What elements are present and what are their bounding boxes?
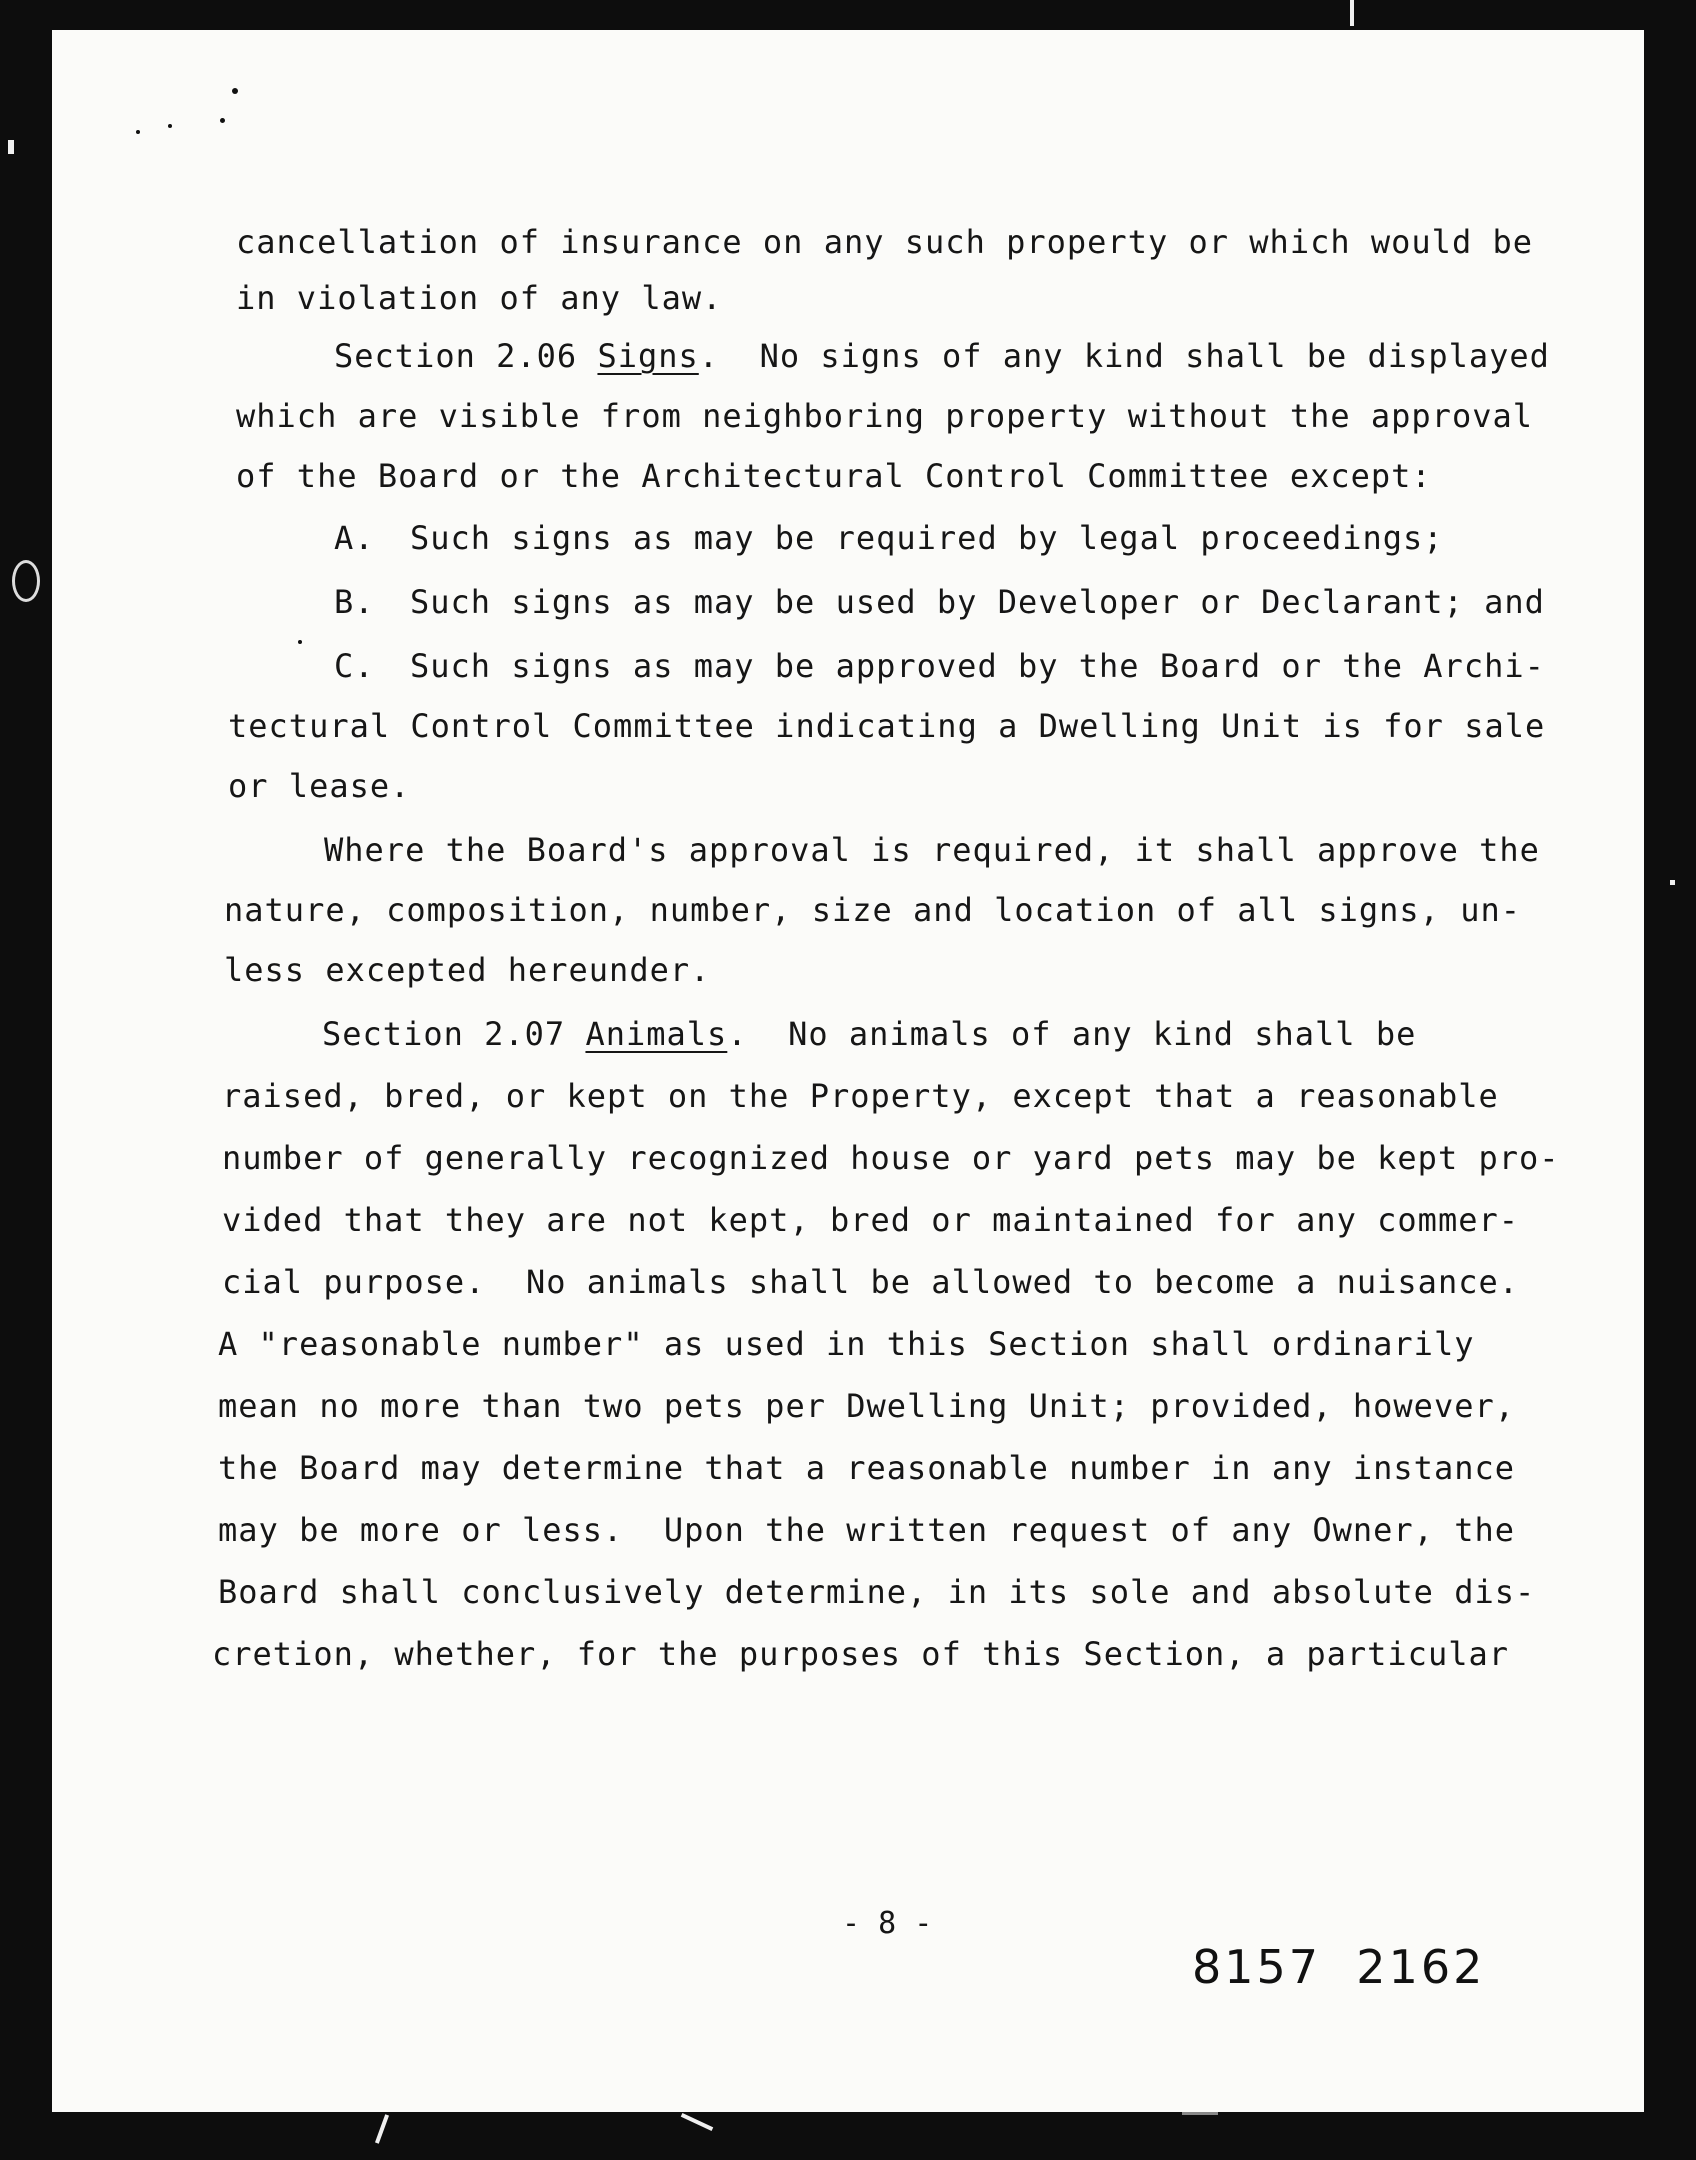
text-line: in violation of any law. — [236, 279, 723, 317]
text-line: . No animals of any kind shall be — [727, 1015, 1417, 1053]
scan-mark — [1182, 2112, 1218, 2115]
section-2-06-heading-line — [334, 336, 1550, 376]
section-2-07-heading-line — [322, 1014, 1416, 1054]
text-line: which are visible from neighboring property without the approval — [236, 397, 1533, 435]
text-line: . No signs of any kind shall be displayed — [698, 337, 1550, 375]
scan-speck — [168, 124, 172, 128]
list-item-a-label: A. — [334, 519, 375, 557]
text-line: cretion, whether, for the purposes of this Section, a particular — [212, 1635, 1509, 1673]
scan-edge-artifact — [375, 2114, 389, 2144]
text-line: tectural Control Committee indicating a Dwelling Unit is for sale — [228, 707, 1546, 745]
text-line: the Board may determine that a reasonable number in any instance — [218, 1449, 1515, 1487]
section-label: Section 2.06 — [334, 337, 598, 375]
text-line: vided that they are not kept, bred or maintained for any commer- — [222, 1201, 1519, 1239]
text-line: cancellation of insurance on any such property or which would be — [236, 223, 1533, 261]
scan-edge-artifact — [681, 2113, 714, 2131]
list-item-c-label: C. — [334, 647, 375, 685]
text-line: number of generally recognized house or yard pets may be kept pro- — [222, 1139, 1560, 1177]
document-page — [52, 30, 1644, 2112]
scan-edge-artifact — [1350, 0, 1354, 26]
text-line: nature, composition, number, size and location of all signs, un- — [224, 891, 1521, 929]
text-line: may be more or less. Upon the written request of any Owner, the — [218, 1511, 1515, 1549]
scan-edge-artifact — [1670, 880, 1675, 885]
text-line: A "reasonable number" as used in this Section shall ordinarily — [218, 1325, 1475, 1363]
text-line: of the Board or the Architectural Control Committee except: — [236, 457, 1432, 495]
document-number: 8157 2162 — [1192, 1940, 1486, 1994]
scan-edge-artifact — [8, 140, 14, 154]
list-item-c-text: Such signs as may be approved by the Board or the Archi- — [410, 647, 1545, 685]
page-number: - 8 - — [842, 1906, 933, 1941]
text-line: less excepted hereunder. — [224, 951, 711, 989]
list-item-b-text: Such signs as may be used by Developer or Declarant; and — [410, 583, 1545, 621]
scan-speck — [136, 130, 140, 134]
text-line: cial purpose. No animals shall be allowed to become a nuisance. — [222, 1263, 1519, 1301]
text-line: or lease. — [228, 767, 411, 805]
text-line: Board shall conclusively determine, in its sole and absolute dis- — [218, 1573, 1536, 1611]
scan-edge-artifact — [12, 560, 40, 602]
section-title-signs: Signs — [597, 337, 699, 375]
list-item-a-text: Such signs as may be required by legal proceedings; — [410, 519, 1444, 557]
text-line: mean no more than two pets per Dwelling Unit; provided, however, — [218, 1387, 1515, 1425]
section-label: Section 2.07 — [322, 1015, 586, 1053]
list-item-b-label: B. — [334, 583, 375, 621]
section-title-animals: Animals — [585, 1015, 728, 1053]
scan-speck — [232, 88, 238, 94]
scan-speck — [220, 118, 225, 123]
text-line: raised, bred, or kept on the Property, except that a reasonable — [222, 1077, 1499, 1115]
text-line: Where the Board's approval is required, it shall approve the — [324, 831, 1540, 869]
scan-speck — [298, 640, 302, 644]
